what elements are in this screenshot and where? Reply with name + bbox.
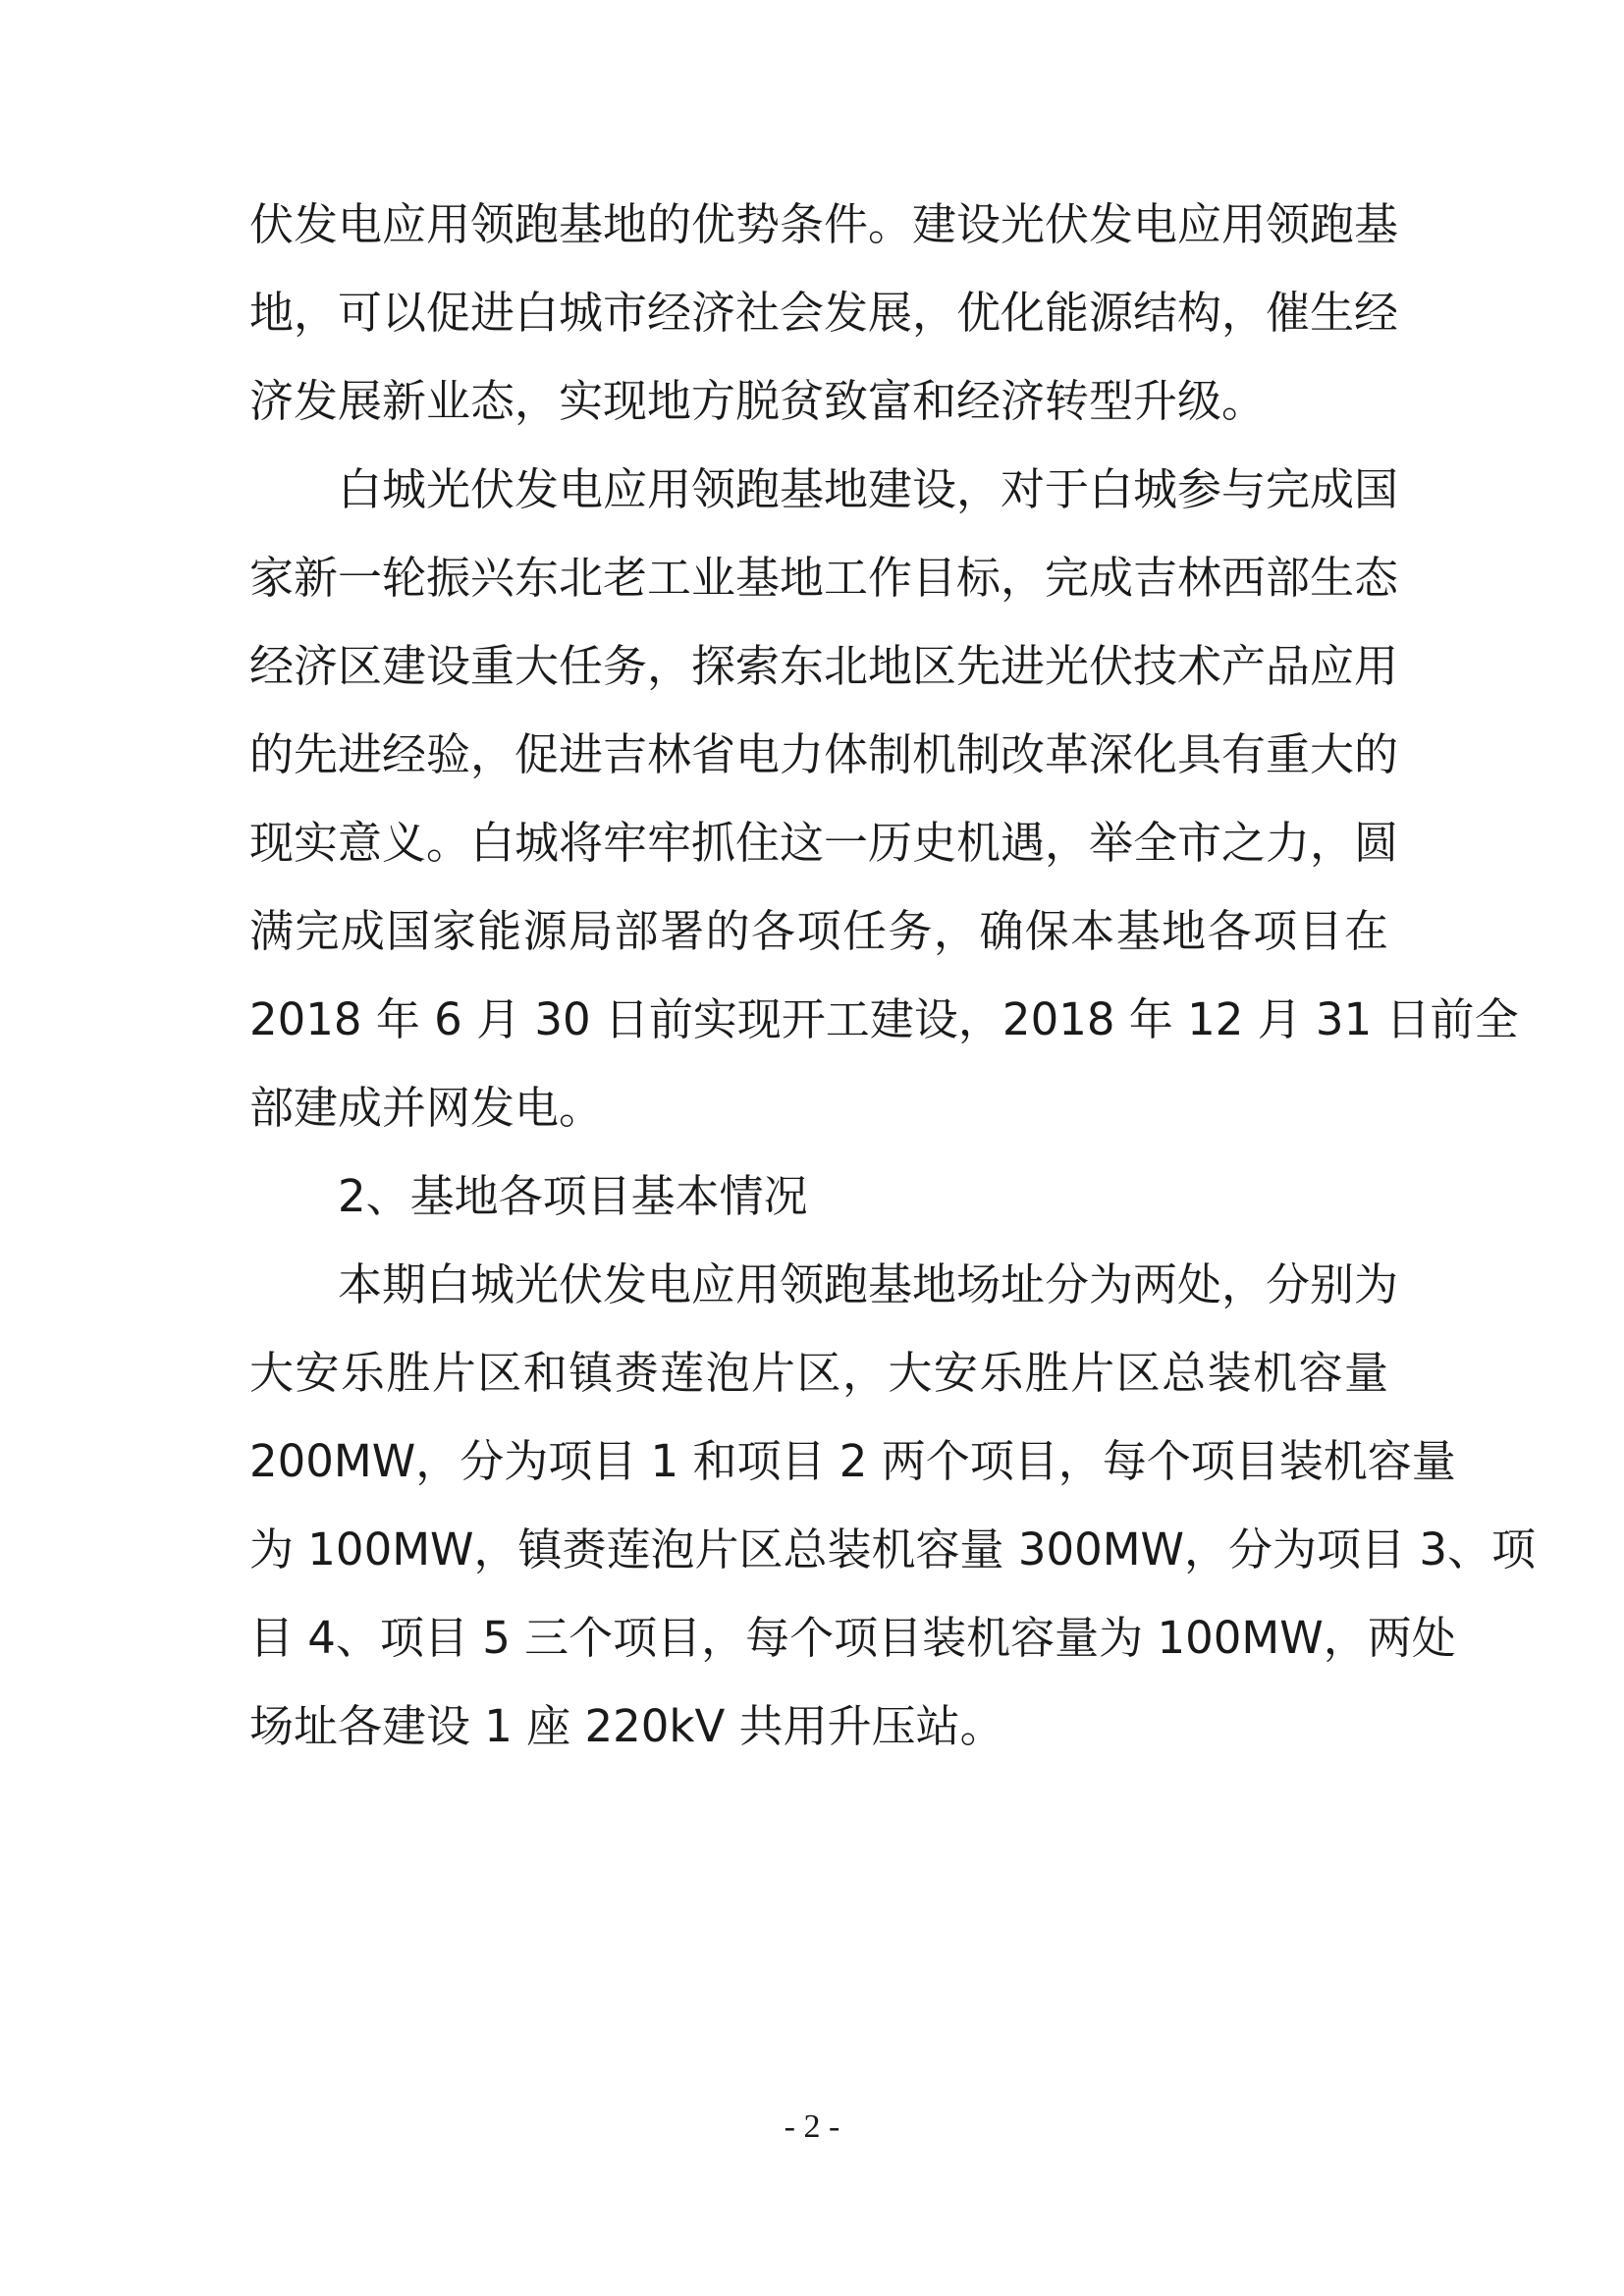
- text-line: 白城光伏发电应用领跑基地建设，对于白城参与完成国: [338, 463, 1399, 515]
- text-line: 为 100MW，镇赉莲泡片区总装机容量 300MW，分为项目 3、项: [249, 1523, 1536, 1575]
- paragraph-1: [249, 181, 1399, 446]
- text-line: 本期白城光伏发电应用领跑基地场址分为两处，分别为: [338, 1258, 1399, 1310]
- document-body: [249, 181, 1536, 1771]
- text-line: 伏发电应用领跑基地的优势条件。建设光伏发电应用领跑基: [249, 198, 1399, 250]
- section-heading: [249, 1152, 1388, 1241]
- text-line: 经济区建设重大任务，探索东北地区先进光伏技术产品应用: [249, 640, 1399, 692]
- text-line: 济发展新业态，实现地方脱贫致富和经济转型升级。: [249, 375, 1267, 427]
- text-line: 部建成并网发电。: [249, 1082, 604, 1134]
- paragraph-3: [249, 1241, 1536, 1771]
- text-line: 场址各建设 1 座 220kV 共用升压站。: [249, 1700, 1004, 1752]
- page-number: - 2 -: [784, 2109, 840, 2145]
- text-line: 地，可以促进白城市经济社会发展，优化能源结构，催生经: [249, 287, 1399, 339]
- section-heading-text: 2、基地各项目基本情况: [338, 1170, 808, 1222]
- text-line: 目 4、项目 5 三个项目，每个项目装机容量为 100MW，两处: [249, 1612, 1456, 1664]
- text-line: 200MW，分为项目 1 和项目 2 两个项目，每个项目装机容量: [249, 1435, 1456, 1487]
- text-line: 家新一轮振兴东北老工业基地工作目标，完成吉林西部生态: [249, 552, 1399, 604]
- text-line: 满完成国家能源局部署的各项任务，确保本基地各项目在: [249, 905, 1388, 957]
- text-line: 的先进经验，促进吉林省电力体制机制改革深化具有重大的: [249, 728, 1399, 780]
- text-line: 现实意义。白城将牢牢抓住这一历史机遇，举全市之力，圆: [249, 817, 1399, 869]
- paragraph-2: [249, 446, 1519, 1152]
- text-line: 2018 年 6 月 30 日前实现开工建设，2018 年 12 月 31 日前全: [249, 993, 1519, 1045]
- text-line: 大安乐胜片区和镇赉莲泡片区，大安乐胜片区总装机容量: [249, 1347, 1388, 1399]
